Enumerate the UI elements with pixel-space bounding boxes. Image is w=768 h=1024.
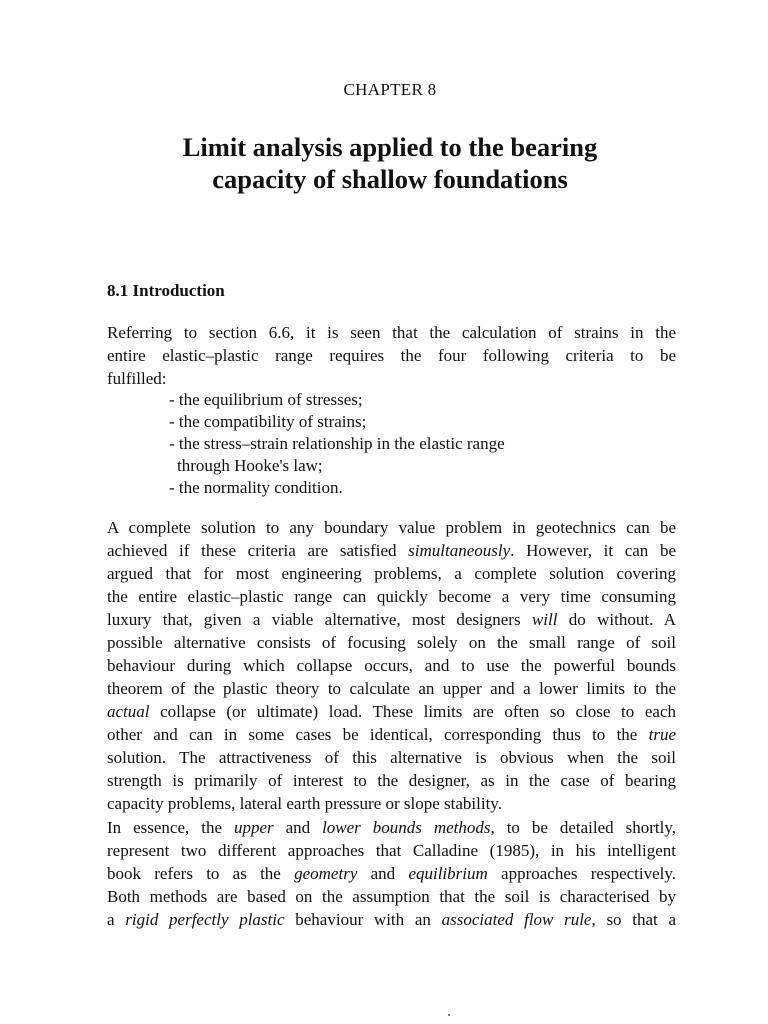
emphasis-text: lower bounds methods — [322, 818, 491, 837]
chapter-title — [0, 131, 768, 195]
criteria-list — [169, 389, 505, 499]
text-run: luxury that, given a viable alternative, most designers — [107, 610, 532, 629]
text-run: , to be detailed shortly, — [490, 818, 676, 837]
paragraph-line: strength is primarily of interest to the designer, as in the case of bearing — [107, 771, 676, 790]
paragraph-line: solution. The attractiveness of this alternative is obvious when the soil — [107, 748, 676, 767]
paragraph-line: Both methods are based on the assumption that the soil is characterised by — [107, 887, 676, 906]
paragraph-line: possible alternative consists of focusing solely on the small range of soil — [107, 633, 676, 652]
text-run: a — [107, 910, 126, 929]
text-run: book refers to as the — [107, 864, 295, 883]
text-run: , so that a — [591, 910, 677, 929]
paragraph-3 — [107, 816, 676, 931]
paragraph-line — [107, 539, 676, 562]
paragraph-line: capacity problems, lateral earth pressure or slope stability. — [107, 794, 502, 813]
criteria-item: - the normality condition. — [169, 478, 343, 497]
emphasis-text: true — [648, 725, 676, 744]
criteria-item: - the equilibrium of stresses; — [169, 390, 363, 409]
paragraph-line: theorem of the plastic theory to calculate an upper and a lower limits to the — [107, 679, 676, 698]
paragraph-1 — [107, 321, 676, 390]
text-run: other and can in some cases be identical, corresponding thus to the — [107, 725, 649, 744]
paragraph-line — [107, 816, 676, 839]
paragraph-2 — [107, 516, 676, 815]
paragraph-line: represent two different approaches that Calladine (1985), in his intelligent — [107, 841, 676, 860]
paragraph-line — [107, 608, 676, 631]
text-run: and — [273, 818, 323, 837]
paragraph-line — [107, 700, 676, 723]
text-run: achieved if these criteria are satisfied — [107, 541, 409, 560]
text-run: behaviour with an — [284, 910, 442, 929]
criteria-item: - the compatibility of strains; — [169, 412, 367, 431]
text-run: collapse (or ultimate) load. These limits are often so close to each — [149, 702, 676, 721]
paragraph-line — [107, 862, 676, 885]
emphasis-text: actual — [107, 702, 150, 721]
emphasis-text: upper — [233, 818, 274, 837]
paragraph-line: A complete solution to any boundary value problem in geotechnics can be — [107, 518, 676, 537]
emphasis-text: simultaneously — [408, 541, 511, 560]
paragraph-line — [107, 908, 676, 931]
emphasis-text: associated flow rule — [441, 910, 592, 929]
paragraph-line — [107, 723, 676, 746]
paragraph-line: argued that for most engineering problems, a complete solution covering — [107, 564, 676, 583]
criteria-item: - the stress–strain relationship in the elastic range — [169, 434, 505, 453]
text-run: . However, it can be — [510, 541, 676, 560]
chapter-label: CHAPTER 8 — [343, 80, 437, 99]
paragraph-line: behaviour during which collapse occurs, and to use the powerful bounds — [107, 656, 676, 675]
text-run: do without. A — [557, 610, 676, 629]
chapter-title-line-1: Limit analysis applied to the bearing — [182, 132, 598, 162]
text-run: approaches respectively. — [487, 864, 677, 883]
emphasis-text: will — [531, 610, 558, 629]
emphasis-text: equilibrium — [408, 864, 488, 883]
paragraph-line: Referring to section 6.6, it is seen that the calculation of strains in the — [107, 323, 676, 342]
paragraph-line: the entire elastic–plastic range can quickly become a very time consuming — [107, 587, 676, 606]
chapter-title-line-2: capacity of shallow foundations — [212, 164, 568, 194]
paragraph-line: fulfilled: — [107, 369, 167, 388]
text-run: and — [357, 864, 409, 883]
text-run: In essence, the — [107, 818, 234, 837]
section-heading: 8.1 Introduction — [107, 281, 225, 300]
paragraph-line: entire elastic–plastic range requires the four following criteria to be — [107, 346, 676, 365]
scan-speck — [448, 1014, 450, 1016]
emphasis-text: rigid perfectly plastic — [125, 910, 285, 929]
criteria-item-continuation: through Hooke's law; — [177, 456, 323, 475]
emphasis-text: geometry — [294, 864, 358, 883]
